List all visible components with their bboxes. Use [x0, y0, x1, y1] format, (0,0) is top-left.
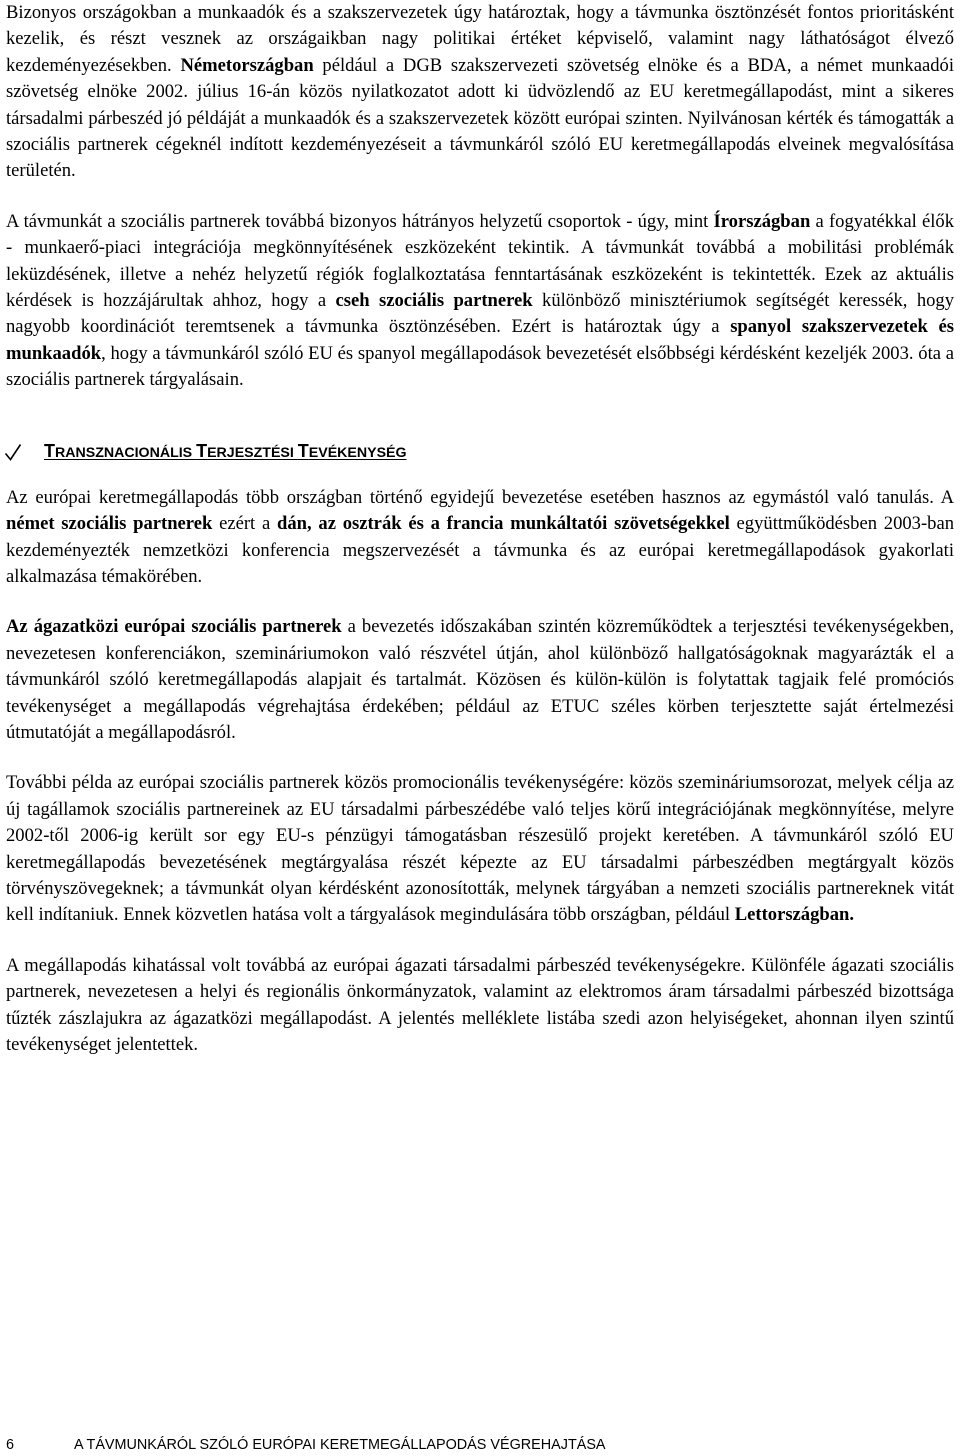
- heading-text-part: T: [44, 441, 55, 462]
- footer-title: A TÁVMUNKÁRÓL SZÓLÓ EURÓPAI KERETMEGÁLLAPODÁS VÉGREHAJTÁSA: [74, 1437, 606, 1453]
- text-run: További példa az európai szociális partnerek közös promocionális tevékenységére: közös szemináriumsorozat, melyek célja az új tagállamok szociális partnereinek az EU társadalmi párbeszédébe való teljes körű integrációjának megkönnyítése, melyre 2002-től 2006-ig került sor egy EU-s pénzügyi támogatásban részesülő projekt keretében. A távmunkáról szóló EU keretmegállapodás bevezetésének megtárgyalása részét képezte az EU társadalmi párbeszédben megtárgyalt közös törvényszövegeknek; a távmunkát olyan kérdésként azonosították, melynek tárgyában a nemzeti szociális partnereknek vitát kell indítaniuk. Ennek közvetlen hatása volt a tárgyalások megindulására több országban, például: [6, 772, 954, 926]
- bold-text: Lettországban.: [734, 904, 855, 926]
- text-run: különböző minisztériumok segítségét keressék, hogy nagyobb koordinációt teremtsenek a távmunka ösztönzésében. Ezért is határoztak úgy a: [6, 290, 955, 338]
- heading-text-part: EVÉKENYSÉG: [308, 445, 407, 462]
- bold-text: Írországban: [713, 210, 811, 232]
- text-run: a fogyatékkal élők - munkaerő-piaci integrációja megkönnyítésének eszközeként tekintik. A távmunkát továbbá a mobilitási problémák leküzdésének, illetve a nehéz helyzetű régiók foglalkoztatása fenntartásának eszközeként is tekintették. Ezek az aktuális kérdések is hozzájárultak ahhoz, hogy a: [6, 210, 954, 312]
- text-run: , hogy a távmunkáról szóló EU és spanyol megállapodások bevezetését elsőbbségi kérdésként kezeljék 2003. óta a szociális partnerek tárgyalásain.: [6, 342, 954, 391]
- heading-text-part: T: [297, 441, 309, 462]
- section-heading: [44, 441, 407, 462]
- text-run: együttműködésben 2003-ban kezdeményezték nemzetközi konferencia megszervezését a távmunka és az európai keretmegállapodások gyakorlati alkalmazása témakörében.: [6, 513, 954, 587]
- paragraph-joint-promotion: [6, 770, 954, 928]
- text-run: a bevezetés időszakában szintén közreműködtek a terjesztési tevékenységekben, nevezetesen konferenciákon, szemináriumokon való részvétel útján, ahol különböző hallgatóságoknak magyarázták el a távmunkáról szóló keretmegállapodás alapjait és tartalmát. Közösen és külön-külön is folytattak tagjaik felé promóciós tevékenységet a megállapodás végrehajtása érdekében; például az ETUC széles körben terjesztette saját értelmezési útmutatóját a megállapodásról.: [6, 616, 954, 743]
- bold-text: cseh szociális partnerek: [335, 290, 533, 312]
- bold-text: Németországban: [180, 54, 314, 76]
- page-content: [6, 0, 954, 1058]
- text-run: ezért a: [212, 513, 277, 535]
- section-heading-row: [6, 436, 954, 468]
- bold-text: dán, az osztrák és a francia munkáltatói szövetségekkel: [277, 513, 730, 535]
- paragraph-sectoral-dialogue: [6, 953, 954, 1059]
- heading-text-part: ERJESZTÉSI: [207, 445, 298, 462]
- text-run: Az európai keretmegállapodás több országban történő egyidejű bevezetése esetében hasznos az egymástól való tanulás. A: [6, 486, 954, 508]
- paragraph-cross-industry-partners: [6, 614, 954, 746]
- text-run: például a DGB szakszervezeti szövetség elnöke és a BDA, a német munkaadói szövetség elnöke 2002. július 16-án közös nyilatkozatot adott ki üdvözlendő az EU keretmegállapodást, mint a sikeres társadalmi párbeszéd jó példáját a munkaadók és a szakszervezetek között európai szinten. Nyilvánosan kérték és támogatták a szociális partnerek cégeknél indított kezdeményezéseit a távmunkáról szóló EU keretmegállapodás elveinek megvalósítása területén.: [6, 54, 954, 182]
- bold-text: Az ágazatközi európai szociális partnerek: [6, 616, 342, 638]
- text-run: A távmunkát a szociális partnerek továbbá bizonyos hátrányos helyzetű csoportok - úgy, mint: [6, 210, 714, 232]
- bold-text: német szociális partnerek: [6, 513, 213, 535]
- paragraph-national-initiatives: [6, 0, 954, 185]
- heading-text-part: T: [196, 441, 208, 462]
- bold-text: spanyol szakszervezetek és munkaadók: [6, 316, 954, 364]
- text-run: Bizonyos országokban a munkaadók és a szakszervezetek úgy határoztak, hogy a távmunka ösztönzését fontos prioritásként kezelik, és részt vesznek az országaikban nagy politikai értéket képviselő, valamint nagy láthatóságot élvező kezdeményezésekben.: [6, 2, 954, 76]
- heading-text-part: RANSZNACIONÁLIS: [55, 445, 197, 462]
- paragraph-disadvantaged-groups: [6, 209, 954, 394]
- page-number: 6: [6, 1437, 15, 1453]
- checkmark-icon: [4, 442, 22, 462]
- paragraph-mutual-learning: [6, 485, 954, 591]
- text-run: A megállapodás kihatással volt továbbá az európai ágazati társadalmi párbeszéd tevékenységekre. Különféle ágazati szociális partnerek, nevezetesen a helyi és regionális önkormányzatok, valamint az elektromos áram társadalmi párbeszéd bizottsága tűzték zászlajukra az ágazatközi megállapodást. A jelentés melléklete listába szedi azon helyiségeket, ahonnan ilyen szintű tevékenységet jelentettek.: [6, 954, 954, 1055]
